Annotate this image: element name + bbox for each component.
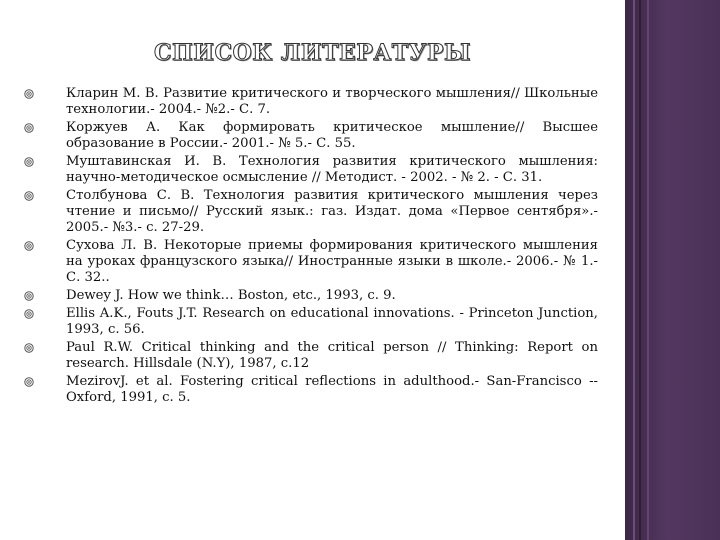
reference-text: Кларин М. В. Развитие критического и творческого мышления// Школьные технологии.- 2004.- №2.- С. 7.: [66, 86, 598, 117]
reference-text: Сухова Л. В. Некоторые приемы формирования критического мышления на уроках французского языка// Иностранные языки в школе.- 2006.- № 1.- С. 32..: [66, 238, 598, 285]
reference-item: [20, 86, 598, 118]
reference-text: Dewey J. How we think… Boston, etc., 1993, c. 9.: [66, 288, 396, 303]
circle-target-icon: [24, 123, 34, 133]
reference-item: [20, 188, 598, 236]
reference-item: [20, 340, 598, 372]
circle-target-icon: [24, 377, 34, 387]
reference-list: [20, 86, 598, 408]
reference-item: [20, 288, 598, 304]
circle-target-icon: [24, 89, 34, 99]
reference-item: [20, 154, 598, 186]
circle-target-icon: [24, 191, 34, 201]
reference-item: [20, 306, 598, 338]
reference-item: [20, 374, 598, 406]
reference-item: [20, 238, 598, 286]
slide-title: СПИСОК ЛИТЕРАТУРЫ: [154, 40, 471, 66]
side-band-stripe: [647, 0, 649, 540]
side-band-stripe: [639, 0, 641, 540]
side-band-stripe: [633, 0, 635, 540]
circle-target-icon: [24, 343, 34, 353]
reference-text: Paul R.W. Critical thinking and the critical person // Thinking: Report on research. Hillsdale (N.Y), 1987, c.12: [66, 340, 598, 371]
reference-text: Столбунова С. В. Технология развития критического мышления через чтение и письмо// Русский язык.: газ. Издат. дома «Первое сентября».- 2005.- №3.- с. 27-29.: [66, 188, 598, 235]
reference-item: [20, 120, 598, 152]
reference-text: Муштавинская И. В. Технология развития критического мышления: научно-методическое осмысление // Методист. - 2002. - № 2. - С. 31.: [66, 154, 598, 185]
circle-target-icon: [24, 157, 34, 167]
decorative-side-band: [625, 0, 720, 540]
circle-target-icon: [24, 291, 34, 301]
reference-text: Ellis A.K., Fouts J.T. Research on educational innovations. - Princeton Junction, 1993, c. 56.: [66, 306, 598, 337]
circle-target-icon: [24, 241, 34, 251]
reference-text: MezirovJ. et al. Fostering critical reflections in adulthood.- San-Francisco -- Oxford, 1991, c. 5.: [66, 374, 598, 405]
reference-text: Коржуев А. Как формировать критическое мышление// Высшее образование в России.- 2001.- № 5.- С. 55.: [66, 120, 598, 151]
circle-target-icon: [24, 309, 34, 319]
